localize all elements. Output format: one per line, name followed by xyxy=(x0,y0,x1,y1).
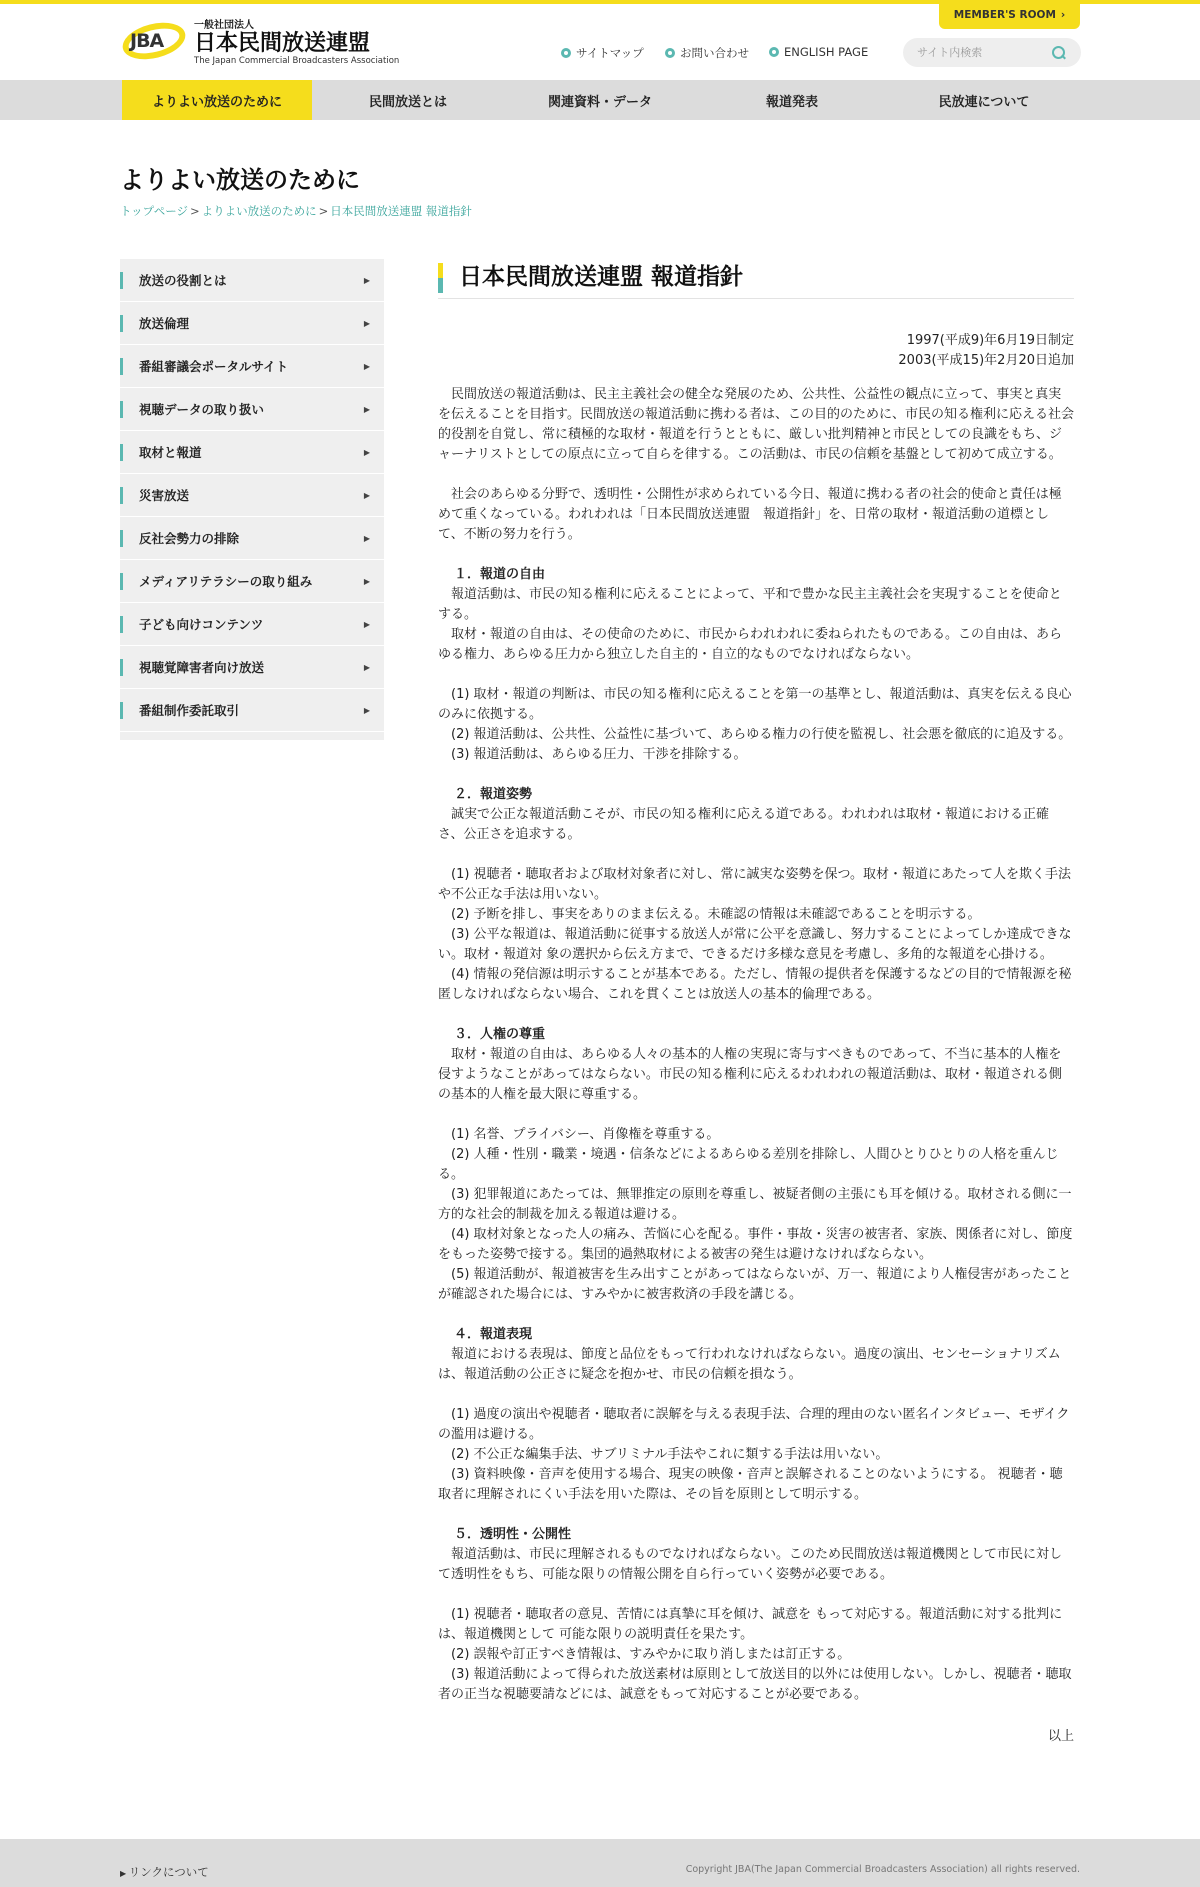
copyright: Copyright JBA(The Japan Commercial Broadcasters Association) all rights reserved. xyxy=(685,1864,1080,1875)
sidebar-item-media-literacy[interactable]: メディアリテラシーの取り組み ▶ xyxy=(120,560,384,603)
breadcrumb: トップページ > よりよい放送のために > 日本民間放送連盟 報道指針 xyxy=(120,204,472,218)
sidebar-item-kids-content[interactable]: 子ども向けコンテンツ ▶ xyxy=(120,603,384,646)
breadcrumb-home[interactable]: トップページ xyxy=(120,204,188,218)
circle-bullet-icon xyxy=(561,48,571,58)
chevron-right-icon: › xyxy=(1060,8,1066,21)
breadcrumb-section[interactable]: よりよい放送のために xyxy=(201,204,317,218)
sidebar-item-ethics[interactable]: 放送倫理 ▶ xyxy=(120,302,384,345)
list-item: (1) 視聴者・聴取者の意見、苦情には真摯に耳を傾け、誠意を もって対応する。報道活動に対する批判には、報道機関として 可能な限りの説明責任を果たす。 xyxy=(438,1607,1063,1642)
sidebar-item-council-portal[interactable]: 番組審議会ポータルサイト ▶ xyxy=(120,345,384,388)
list-item: (3) 公平な報道は、報道活動に従事する放送人が常に公平を意識し、努力することによってしか達成できない。取材・報道対 象の選択から伝え方まで、できるだけ多様な意見を考慮し、多角的な報道を心掛ける。 xyxy=(438,927,1072,962)
caret-right-icon: ▶ xyxy=(363,405,370,414)
footer xyxy=(0,1839,1200,1887)
util-link-contact[interactable]: お問い合わせ xyxy=(665,45,749,61)
nav-item-about-jba[interactable]: 民放連について xyxy=(938,94,1030,110)
list-item: (5) 報道活動が、報道被害を生み出すことがあってはならないが、万一、報道により人権侵害があったことが確認された場合には、すみやかに被害救済の手段を講じる。 xyxy=(438,1267,1072,1302)
logo-main-text: 日本民間放送連盟 xyxy=(194,31,371,56)
list-item: (1) 取材・報道の判断は、市民の知る権利に応えることを第一の基準とし、報道活動は、真実を伝える良心のみに依拠する。 xyxy=(438,687,1072,722)
search-input[interactable] xyxy=(917,46,1052,59)
article xyxy=(438,259,1074,1744)
list-item: (3) 資料映像・音声を使用する場合、現実の映像・音声と誤解されることのないようにする。 視聴者・聴取者に理解されにくい手法を用いた際は、その旨を原則として明示する。 xyxy=(438,1467,1063,1502)
sidebar-item-role[interactable]: 放送の役割とは ▶ xyxy=(120,259,384,302)
members-room-button[interactable] xyxy=(939,0,1080,29)
sidebar-item-viewing-data[interactable]: 視聴データの取り扱い ▶ xyxy=(120,388,384,431)
nav-item-materials-data[interactable]: 関連資料・データ xyxy=(547,94,652,110)
list-item: (2) 報道活動は、公共性、公益性に基づいて、あらゆる権力の行使を監視し、社会悪を徹底的に追及する。 xyxy=(451,727,1072,742)
list-item: (4) 取材対象となった人の痛み、苦悩に心を配る。事件・事故・災害の被害者、家族、関係者に対し、節度をもった姿勢で接する。集団的過熱取材による被害の発生は避けなければならない。 xyxy=(438,1227,1073,1262)
chevron-right-icon: ▶ xyxy=(120,1869,129,1878)
section-heading: ４．報道表現 xyxy=(454,1327,533,1342)
caret-right-icon: ▶ xyxy=(363,577,370,586)
list-item: (1) 名誉、プライバシー、肖像権を尊重する。 xyxy=(451,1127,720,1142)
nav-item-about-commercial-broadcasting[interactable]: 民間放送とは xyxy=(368,94,447,110)
jba-logo-mark: JBA xyxy=(120,18,188,64)
paragraph: 報道活動は、市民の知る権利に応えることによって、平和で豊かな民主主義社会を実現することを使命とする。 xyxy=(438,587,1062,622)
caret-right-icon: ▶ xyxy=(363,706,370,715)
caret-right-icon: ▶ xyxy=(363,276,370,285)
sidebar-item-reporting[interactable]: 取材と報道 ▶ xyxy=(120,431,384,474)
list-item: (2) 予断を排し、事実をありのまま伝える。未確認の情報は未確認であることを明示する。 xyxy=(451,907,981,922)
list-item: (4) 情報の発信源は明示することが基本である。ただし、情報の提供者を保護するなどの目的で情報源を秘匿しなければならない場合、これを貫くことは放送人の基本的倫理である。 xyxy=(438,967,1072,1002)
caret-right-icon: ▶ xyxy=(363,534,370,543)
paragraph: 取材・報道の自由は、あらゆる人々の基本的人権の実現に寄与すべきものであって、不当に基本的人権を侵すようなことがあってはならない。市民の知る権利に応えるわれわれの報道活動は、取材・報道される側の基本的人権を最大限に尊重する。 xyxy=(438,1047,1062,1102)
list-item: (2) 人種・性別・職業・境遇・信条などによるあらゆる差別を排除し、人間ひとりひとりの人格を重んじる。 xyxy=(438,1147,1059,1182)
paragraph: 取材・報道の自由は、その使命のために、市民からわれわれに委ねられたものである。この自由は、あらゆる権力、あらゆる圧力から独立した自主的・自立的なものでなければならない。 xyxy=(438,627,1063,662)
nav-item-press-releases[interactable]: 報道発表 xyxy=(765,94,818,110)
nav-item-better-broadcasting[interactable]: よりよい放送のために xyxy=(122,80,312,120)
sidebar-item-production-contracts[interactable]: 番組制作委託取引 ▶ xyxy=(120,689,384,732)
section-heading: ３．人権の尊重 xyxy=(454,1027,546,1042)
list-item: (3) 報道活動は、あらゆる圧力、干渉を排除する。 xyxy=(451,747,747,762)
sidebar-menu xyxy=(120,259,384,740)
site-logo[interactable] xyxy=(120,16,399,66)
article-end-mark: 以上 xyxy=(1047,1729,1074,1744)
section-heading: ５．透明性・公開性 xyxy=(454,1527,572,1542)
logo-english-text: The Japan Commercial Broadcasters Association xyxy=(194,56,400,66)
page-title: よりよい放送のために xyxy=(120,166,360,194)
paragraph: 民間放送の報道活動は、民主主義社会の健全な発展のため、公共性、公益性の観点に立って、事実と真実を伝えることを目指す。民間放送の報道活動に携わる者は、この目的のために、市民の知る権利に応える社会的役割を自覚し、常に積極的な取材・報道を行うとともに、厳しい批判精神と市民としての良識をもち、ジャーナリストとしての原点に立って自らを律する。この活動は、市民の信頼を基盤として初めて成立する。 xyxy=(438,387,1074,462)
caret-right-icon: ▶ xyxy=(363,491,370,500)
paragraph: 報道活動は、市民に理解されるものでなければならない。このため民間放送は報道機関として市民に対して透明性をもち、可能な限りの情報公開を自ら行っていく姿勢が必要である。 xyxy=(438,1547,1063,1582)
sidebar-item-disaster[interactable]: 災害放送 ▶ xyxy=(120,474,384,517)
list-item: (1) 過度の演出や視聴者・聴取者に誤解を与える表現手法、合理的理由のない匿名インタビュー、モザイクの濫用は避ける。 xyxy=(438,1407,1070,1442)
paragraph: 誠実で公正な報道活動こそが、市民の知る権利に応える道である。われわれは取材・報道における正確さ、公正さを追求する。 xyxy=(438,807,1050,842)
global-nav xyxy=(0,80,1200,120)
util-link-sitemap[interactable]: サイトマップ xyxy=(561,45,644,61)
breadcrumb-current: 日本民間放送連盟 報道指針 xyxy=(330,204,472,218)
list-item: (2) 誤報や訂正すべき情報は、すみやかに取り消しまたは訂正する。 xyxy=(451,1647,851,1662)
caret-right-icon: ▶ xyxy=(363,362,370,371)
sidebar-item-antisocial[interactable]: 反社会勢力の排除 ▶ xyxy=(120,517,384,560)
util-link-english[interactable]: ENGLISH PAGE xyxy=(769,45,868,59)
article-title: 日本民間放送連盟 報道指針 xyxy=(438,259,1074,299)
list-item: (3) 報道活動によって得られた放送素材は原則として放送目的以外には使用しない。しかし、視聴者・聴取者の正当な視聴要請などには、誠意をもって対応することが必要である。 xyxy=(438,1667,1072,1702)
list-item: (1) 視聴者・聴取者および取材対象者に対し、常に誠実な姿勢を保つ。取材・報道にあたって人を欺く手法や不公正な手法は用いない。 xyxy=(438,867,1072,902)
logo-small-text: 一般社団法人 xyxy=(194,20,254,31)
circle-bullet-icon xyxy=(769,47,779,57)
site-search xyxy=(903,38,1081,67)
paragraph: 報道における表現は、節度と品位をもって行われなければならない。過度の演出、センセーショナリズムは、報道活動の公正さに疑念を抱かせ、市民の信頼を損なう。 xyxy=(438,1347,1061,1382)
list-item: (2) 不公正な編集手法、サブリミナル手法やこれに類する手法は用いない。 xyxy=(451,1447,889,1462)
caret-right-icon: ▶ xyxy=(363,663,370,672)
paragraph: 社会のあらゆる分野で、透明性・公開性が求められている今日、報道に携わる者の社会的使命と責任は極めて重くなっている。われわれは「日本民間放送連盟 報道指針」を、日常の取材・報道活動の道標として、不断の努力を行う。 xyxy=(438,487,1062,542)
list-item: (3) 犯罪報道にあたっては、無罪推定の原則を尊重し、被疑者側の主張にも耳を傾ける。取材される側に一方的な社会的制裁を加える報道は避ける。 xyxy=(438,1187,1072,1222)
caret-right-icon: ▶ xyxy=(363,448,370,457)
circle-bullet-icon xyxy=(665,48,675,58)
footer-link-about-links[interactable]: ▶ リンクについて xyxy=(120,1865,209,1879)
article-dates: 1997(平成9)年6月19日制定 2003(平成15)年2月20日追加 xyxy=(898,333,1074,368)
section-heading: １．報道の自由 xyxy=(454,567,546,582)
caret-right-icon: ▶ xyxy=(363,620,370,629)
caret-right-icon: ▶ xyxy=(363,319,370,328)
sidebar-item-accessibility[interactable]: 視聴覚障害者向け放送 ▶ xyxy=(120,646,384,689)
article-body xyxy=(438,385,1074,1705)
section-heading: ２．報道姿勢 xyxy=(454,787,533,802)
search-icon[interactable] xyxy=(1052,46,1066,60)
members-room-label: MEMBER'S ROOM xyxy=(953,8,1056,21)
